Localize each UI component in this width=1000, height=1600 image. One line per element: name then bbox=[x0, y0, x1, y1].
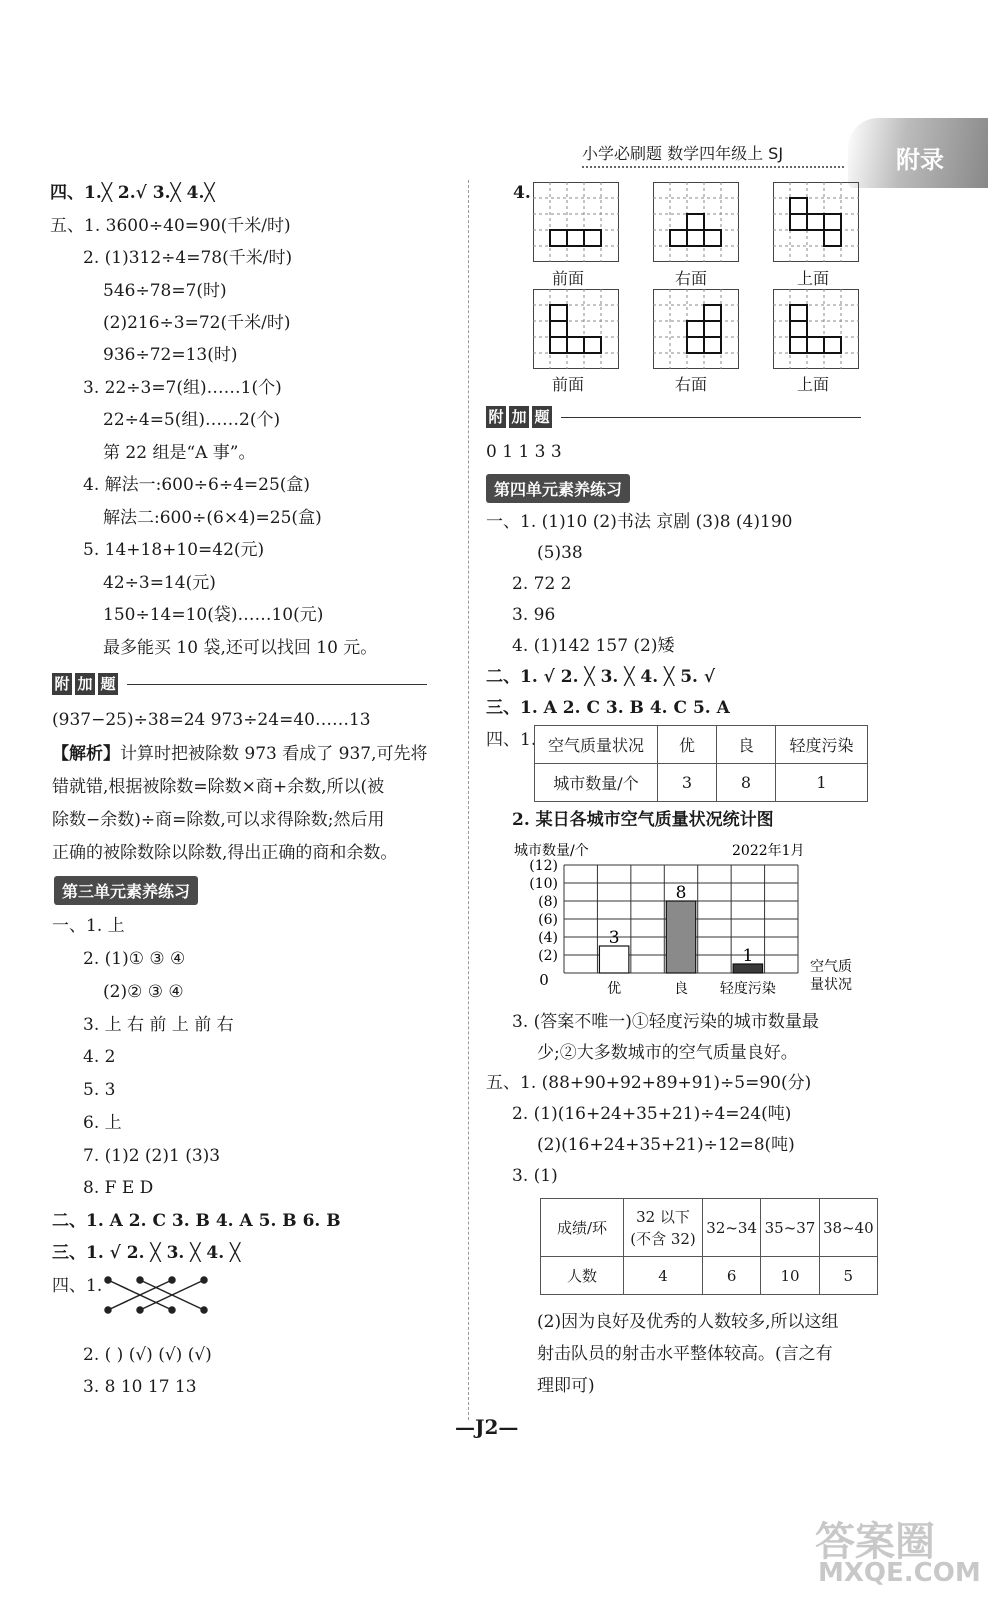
page-number: —J2— bbox=[455, 1415, 519, 1439]
view-caption: 上面 bbox=[797, 375, 830, 394]
table-cell: 优 bbox=[658, 726, 717, 764]
table-cell: 6 bbox=[703, 1257, 761, 1295]
answer-line: 42÷3=14(元) bbox=[103, 573, 216, 593]
bonus-char: 加 bbox=[509, 406, 529, 428]
answer-line: 2. (1)312÷4=78(千米/时) bbox=[83, 248, 293, 268]
answer-line: 四、1. bbox=[486, 730, 537, 750]
bonus-char: 附 bbox=[52, 673, 72, 695]
unit4-heading: 第四单元素养练习 bbox=[486, 474, 630, 503]
chart-date: 2022年1月 bbox=[732, 843, 805, 859]
bonus-header bbox=[52, 673, 427, 695]
analysis-line: 【解析】计算时把被除数 973 看成了 937,可先将 bbox=[52, 744, 428, 764]
view-caption: 上面 bbox=[797, 269, 830, 288]
y-axis-title: 城市数量/个 bbox=[514, 843, 589, 859]
table-cell: 良 bbox=[717, 726, 776, 764]
unit3-heading: 第三单元素养练习 bbox=[54, 876, 198, 905]
bonus-answer: 0 1 1 3 3 bbox=[486, 442, 562, 462]
answer-line: 二、1. √ 2. ╳ 3. ╳ 4. ╳ 5. √ bbox=[486, 667, 716, 687]
matching-lines-figure bbox=[100, 1270, 220, 1320]
table-cell: 城市数量/个 bbox=[535, 764, 658, 802]
answer-line: 一、1. (1)10 (2)书法 京剧 (3)8 (4)190 bbox=[486, 512, 793, 532]
answer-line: (2)216÷3=72(千米/时) bbox=[103, 313, 291, 333]
answer-line: 少;②大多数城市的空气质量良好。 bbox=[537, 1043, 798, 1063]
watermark-logo: 答案圈 bbox=[815, 1519, 935, 1565]
view-caption: 右面 bbox=[675, 375, 708, 394]
table-cell: 空气质量状况 bbox=[535, 726, 658, 764]
answer-line: 6. 上 bbox=[83, 1113, 122, 1133]
watermark-url: MXQE.COM bbox=[818, 1558, 981, 1588]
view-caption: 前面 bbox=[552, 375, 585, 394]
analysis-line: 除数−余数)÷商=除数,可以求得除数;然后用 bbox=[52, 810, 385, 830]
table-cell: 4 bbox=[624, 1257, 703, 1295]
x-tick-label: 良 bbox=[674, 981, 688, 997]
score-table bbox=[540, 1198, 878, 1295]
bonus-char: 加 bbox=[75, 673, 95, 695]
bar-value-label: 8 bbox=[675, 883, 687, 903]
view-grid-right-1 bbox=[653, 182, 739, 262]
air-quality-table bbox=[534, 725, 868, 802]
answer-line: 第 22 组是“A 事”。 bbox=[103, 443, 256, 463]
x-axis-title: 量状况 bbox=[810, 977, 852, 993]
answer-line: 5. 3 bbox=[83, 1080, 116, 1100]
table-cell: 1 bbox=[776, 764, 868, 802]
answer-line: 3. 96 bbox=[512, 605, 556, 625]
x-tick-label: 轻度污染 bbox=[719, 981, 776, 997]
answer-line: 四、1.╳ 2.√ 3.╳ 4.╳ bbox=[50, 183, 215, 203]
answer-line: 二、1. A 2. C 3. B 4. A 5. B 6. B bbox=[52, 1211, 341, 1231]
answer-line: 7. (1)2 (2)1 (3)3 bbox=[83, 1146, 221, 1166]
y-tick-label: (6) bbox=[538, 912, 558, 928]
answer-line: 最多能买 10 袋,还可以找回 10 元。 bbox=[103, 638, 378, 658]
answer-line: 四、1. bbox=[52, 1276, 103, 1296]
column-divider bbox=[468, 180, 469, 1420]
bonus-char: 题 bbox=[532, 406, 552, 428]
bonus-header bbox=[486, 406, 861, 428]
table-cell: 35~37 bbox=[761, 1199, 819, 1257]
series-title: 小学必刷题 数学四年级上 SJ bbox=[582, 144, 784, 163]
y-tick-label: (8) bbox=[538, 894, 558, 910]
answer-line: 150÷14=10(袋)……10(元) bbox=[103, 605, 324, 625]
answer-line: 解法二:600÷(6×4)=25(盒) bbox=[103, 508, 322, 528]
bar-value-label: 1 bbox=[742, 946, 754, 966]
answer-line: 5. 14+18+10=42(元) bbox=[83, 540, 265, 560]
y-tick-label: (10) bbox=[529, 876, 558, 892]
answer-line: (2)因为良好及优秀的人数较多,所以这组 bbox=[537, 1312, 839, 1332]
y-zero-label: 0 bbox=[539, 971, 549, 989]
table-cell: 8 bbox=[717, 764, 776, 802]
header-divider bbox=[582, 166, 844, 168]
table-cell: 5 bbox=[819, 1257, 877, 1295]
table-cell: 32 以下 (不含 32) bbox=[624, 1199, 703, 1257]
answer-line: 3. 22÷3=7(组)……1(个) bbox=[83, 378, 282, 398]
bar-value-label: 3 bbox=[608, 928, 620, 948]
bonus-char: 附 bbox=[486, 406, 506, 428]
bar bbox=[599, 946, 628, 973]
bar bbox=[666, 901, 695, 973]
x-axis-title: 空气质 bbox=[810, 959, 852, 975]
answer-line: 五、1. (88+90+92+89+91)÷5=90(分) bbox=[486, 1073, 812, 1093]
answer-line: (2)② ③ ④ bbox=[103, 982, 184, 1002]
bonus-answer: (937−25)÷38=24 973÷24=40……13 bbox=[52, 710, 371, 730]
table-cell: 38~40 bbox=[819, 1199, 877, 1257]
answer-line: 3. 8 10 17 13 bbox=[83, 1377, 197, 1397]
answer-line: 2. 72 2 bbox=[512, 574, 572, 594]
view-caption: 前面 bbox=[552, 269, 585, 288]
view-grid-top-2 bbox=[773, 289, 859, 369]
answer-line: 2. ( ) (√) (√) (√) bbox=[83, 1345, 212, 1365]
table-cell: 人数 bbox=[541, 1257, 624, 1295]
answer-line: 4. 解法一:600÷6÷4=25(盒) bbox=[83, 475, 311, 495]
y-tick-label: (12) bbox=[529, 858, 558, 874]
bonus-char: 题 bbox=[98, 673, 118, 695]
answer-line: 936÷72=13(时) bbox=[103, 345, 238, 365]
answer-line: 2. (1)(16+24+35+21)÷4=24(吨) bbox=[512, 1104, 792, 1124]
view-grid-front-1 bbox=[533, 182, 619, 262]
y-tick-label: (2) bbox=[538, 948, 558, 964]
answer-line: 4. 2 bbox=[83, 1047, 116, 1067]
answer-line: (5)38 bbox=[537, 543, 583, 563]
answer-line: 4. (1)142 157 (2)矮 bbox=[512, 636, 675, 656]
q4-label: 4. bbox=[513, 183, 531, 203]
answer-line: 3. 上 右 前 上 前 右 bbox=[83, 1015, 234, 1035]
answer-line: 22÷4=5(组)……2(个) bbox=[103, 410, 281, 430]
y-tick-label: (4) bbox=[538, 930, 558, 946]
answer-line: 3. (答案不唯一)①轻度污染的城市数量最 bbox=[512, 1012, 819, 1032]
answer-line: 理即可) bbox=[537, 1376, 595, 1396]
air-quality-bar-chart bbox=[510, 835, 880, 1005]
analysis-label: 【解析】 bbox=[52, 744, 120, 764]
view-grid-front-2 bbox=[533, 289, 619, 369]
view-grid-right-2 bbox=[653, 289, 739, 369]
analysis-line: 错就错,根据被除数=除数×商+余数,所以(被 bbox=[52, 777, 385, 797]
answer-line: 三、1. √ 2. ╳ 3. ╳ 4. ╳ bbox=[52, 1243, 241, 1263]
answer-line: 2. (1)① ③ ④ bbox=[83, 949, 186, 969]
answer-line: 3. (1) bbox=[512, 1166, 558, 1186]
answer-line: 五、1. 3600÷40=90(千米/时) bbox=[50, 216, 291, 236]
answer-line: 一、1. 上 bbox=[52, 916, 125, 936]
view-grid-top-1 bbox=[773, 182, 859, 262]
table-cell: 成绩/环 bbox=[541, 1199, 624, 1257]
answer-line: 546÷78=7(时) bbox=[103, 281, 227, 301]
chart-question: 2. 某日各城市空气质量状况统计图 bbox=[512, 810, 774, 830]
view-caption: 右面 bbox=[675, 269, 708, 288]
answer-line: (2)(16+24+35+21)÷12=8(吨) bbox=[537, 1135, 795, 1155]
x-tick-label: 优 bbox=[607, 981, 622, 997]
table-cell: 10 bbox=[761, 1257, 819, 1295]
answer-line: 三、1. A 2. C 3. B 4. C 5. A bbox=[486, 698, 730, 718]
table-cell: 3 bbox=[658, 764, 717, 802]
answer-line: 射击队员的射击水平整体较高。(言之有 bbox=[537, 1344, 833, 1364]
table-cell: 32~34 bbox=[703, 1199, 761, 1257]
analysis-line: 正确的被除数除以除数,得出正确的商和余数。 bbox=[52, 843, 398, 863]
appendix-label: 附录 bbox=[896, 146, 944, 174]
answer-line: 8. F E D bbox=[83, 1178, 154, 1198]
table-cell: 轻度污染 bbox=[776, 726, 868, 764]
